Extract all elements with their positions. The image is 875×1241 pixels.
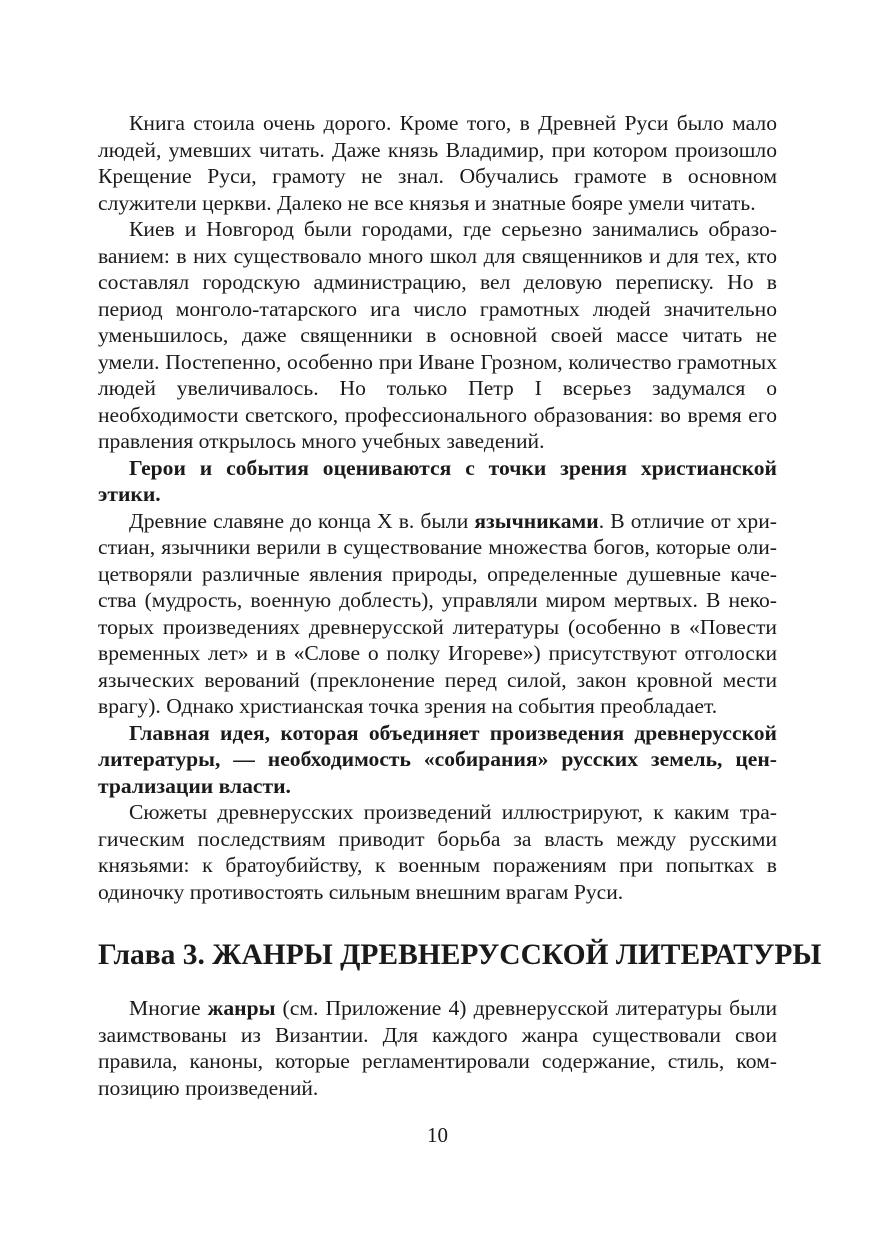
- body-text: [98, 110, 777, 905]
- paragraph-genres-start: Многие: [129, 996, 208, 1020]
- paragraph-heroes-ethics: [98, 455, 777, 508]
- paragraph-kiev-novgorod: Киев и Новгород были городами, где серьезно занимались образованием: в них существовало много школ для священников и для тех, кто составлял городскую администрацию, вел деловую переписку. Но в период монголо-татарского ига число грамотных людей значительно уменьшилось, даже священники в основной своей массе читать не умели. Постепенно, особенно при Иване Грозном, количество грамотных людей увеличивалось. Но только Петр I всерьез задумался о необходимости светского, профессионального образования: во время его правления открылось много учебных заведений.: [98, 217, 777, 453]
- paragraph-genres: [98, 995, 777, 1101]
- bold-term-genres: жанры: [207, 996, 276, 1020]
- chapter-body-text: [98, 995, 777, 1101]
- paragraph-genres-end: (см. Приложение 4) древнерусской литературы были заимствованы из Византии. Для каждого жанра существовали свои правила, каноны, которые регламентировали содержание, стиль, композицию произведений.: [98, 996, 777, 1100]
- paragraph-pagans: [98, 508, 777, 720]
- paragraph-book-cost: Книга стоила очень дорого. Кроме того, в Древней Руси было мало людей, умевших читать. Даже князь Владимир, при котором произошло Крещение Руси, грамоту не знал. Обучались грамоте в основном служители церкви. Далеко не все князья и знатные бояре умели читать.: [98, 111, 777, 215]
- bold-statement-main-idea: Главная идея, которая объединяет произведения древнерусской литературы, — необходимость «собирания» русских земель, централизации власти.: [98, 720, 777, 798]
- chapter-heading: Глава 3. ЖАНРЫ ДРЕВНЕРУССКОЙ ЛИТЕРАТУРЫ: [98, 939, 822, 971]
- paragraph-pagans-end: . В отличие от христиан, язычники верили в существование множества богов, которые олицетворяли различные явления природы, определенные душевные качества (мудрость, военную доблесть), управляли миром мертвых. В некоторых произведениях древнерусской литературы (особенно в «Повести временных лет» и в «Слове о полку Игореве») присутствуют отголоски языческих верований (преклонение перед силой, закон кровной мести врагу). Однако христианская точка зрения на события преобладает.: [98, 508, 777, 718]
- paragraph-plots: Сюжеты древнерусских произведений иллюстрируют, к каким трагическим последствиям приводит борьба за власть между русскими князьями: к братоубийству, к военным поражениям при попытках в одиночку противостоять сильным внешним врагам Руси.: [98, 800, 777, 904]
- bold-statement-ethics: Герои и события оцениваются с точки зрения христианской этики.: [98, 455, 777, 506]
- paragraph-main-idea: [98, 720, 777, 800]
- bold-term-pagans: язычниками: [474, 508, 599, 533]
- paragraph-pagans-start: Древние славяне до конца X в. были: [129, 508, 475, 533]
- page-number: 10: [427, 1123, 448, 1147]
